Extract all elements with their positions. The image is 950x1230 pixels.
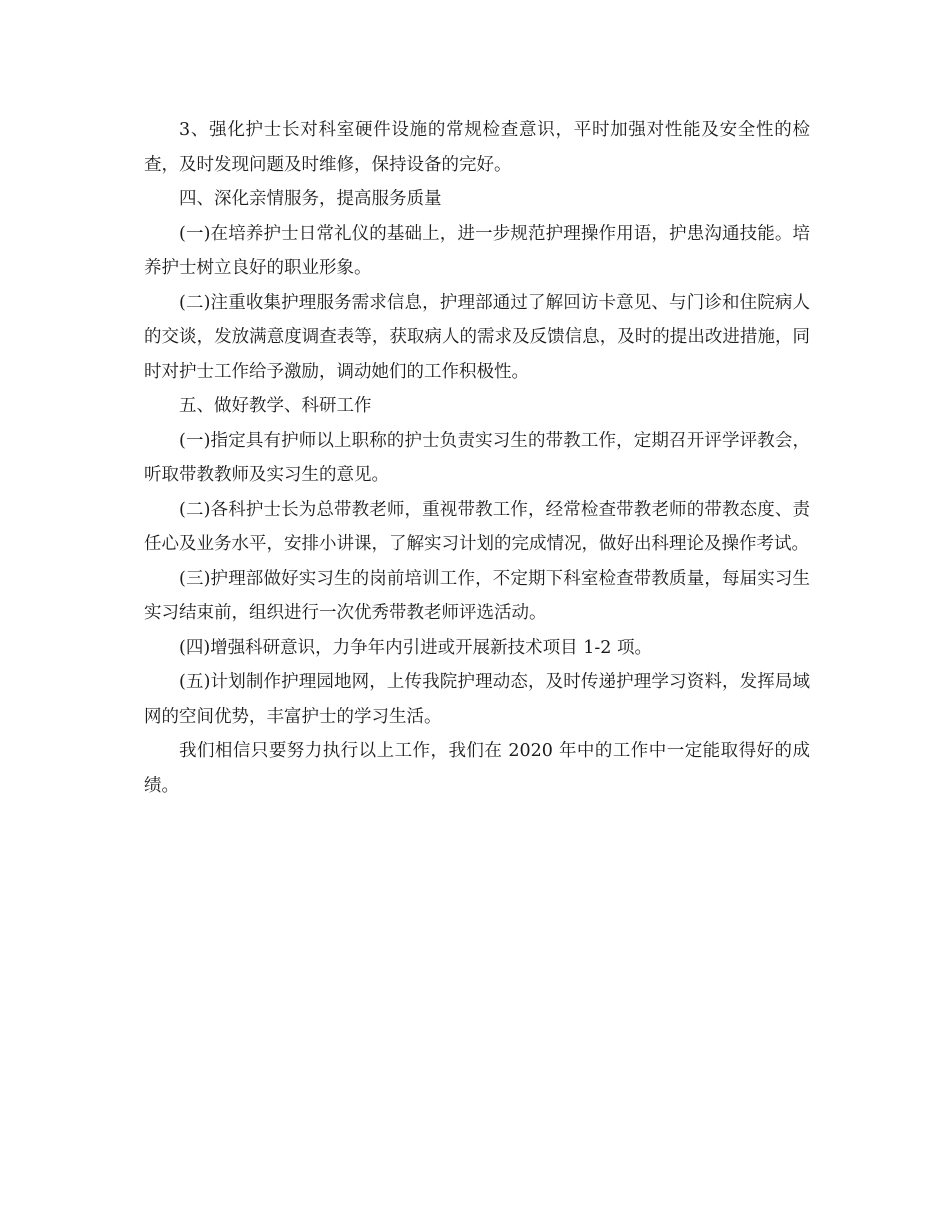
paragraph-intern-supervision: (一)指定具有护师以上职称的护士负责实习生的带教工作，定期召开评学评教会，听取带教教师及实习生的意见。 (144, 430, 810, 485)
section-heading-service-quality: 四、深化亲情服务，提高服务质量 (179, 189, 442, 209)
paragraph-hardware-inspection: 3、强化护士长对科室硬件设施的常规检查意识，平时加强对性能及安全性的检查，及时发现问题及时维修，保持设备的完好。 (144, 120, 810, 175)
section-heading-teaching-research: 五、做好教学、科研工作 (179, 396, 372, 416)
paragraph-nursing-website: (五)计划制作护理园地网，上传我院护理动态，及时传递护理学习资料，发挥局域网的空间优势，丰富护士的学习生活。 (144, 672, 810, 727)
paragraph-etiquette-training: (一)在培养护士日常礼仪的基础上，进一步规范护理操作用语，护患沟通技能。培养护士树立良好的职业形象。 (144, 223, 810, 278)
document-body (144, 113, 810, 803)
paragraph-conclusion: 我们相信只要努力执行以上工作，我们在 2020 年中的工作中一定能取得好的成绩。 (144, 741, 810, 796)
paragraph-pre-job-training: (三)护理部做好实习生的岗前培训工作，不定期下科室检查带教质量，每届实习生实习结束前，组织进行一次优秀带教老师评选活动。 (144, 568, 810, 623)
paragraph-service-feedback: (二)注重收集护理服务需求信息，护理部通过了解回访卡意见、与门诊和住院病人的交谈，发放满意度调查表等，获取病人的需求及反馈信息，及时的提出改进措施，同时对护士工作给予激励，调动她们的工作积极性。 (144, 292, 810, 382)
paragraph-research-awareness: (四)增强科研意识，力争年内引进或开展新技术项目 1-2 项。 (179, 637, 652, 658)
paragraph-head-nurse-teaching: (二)各科护士长为总带教老师，重视带教工作，经常检查带教老师的带教态度、责任心及业务水平，安排小讲课，了解实习计划的完成情况，做好出科理论及操作考试。 (144, 499, 810, 554)
